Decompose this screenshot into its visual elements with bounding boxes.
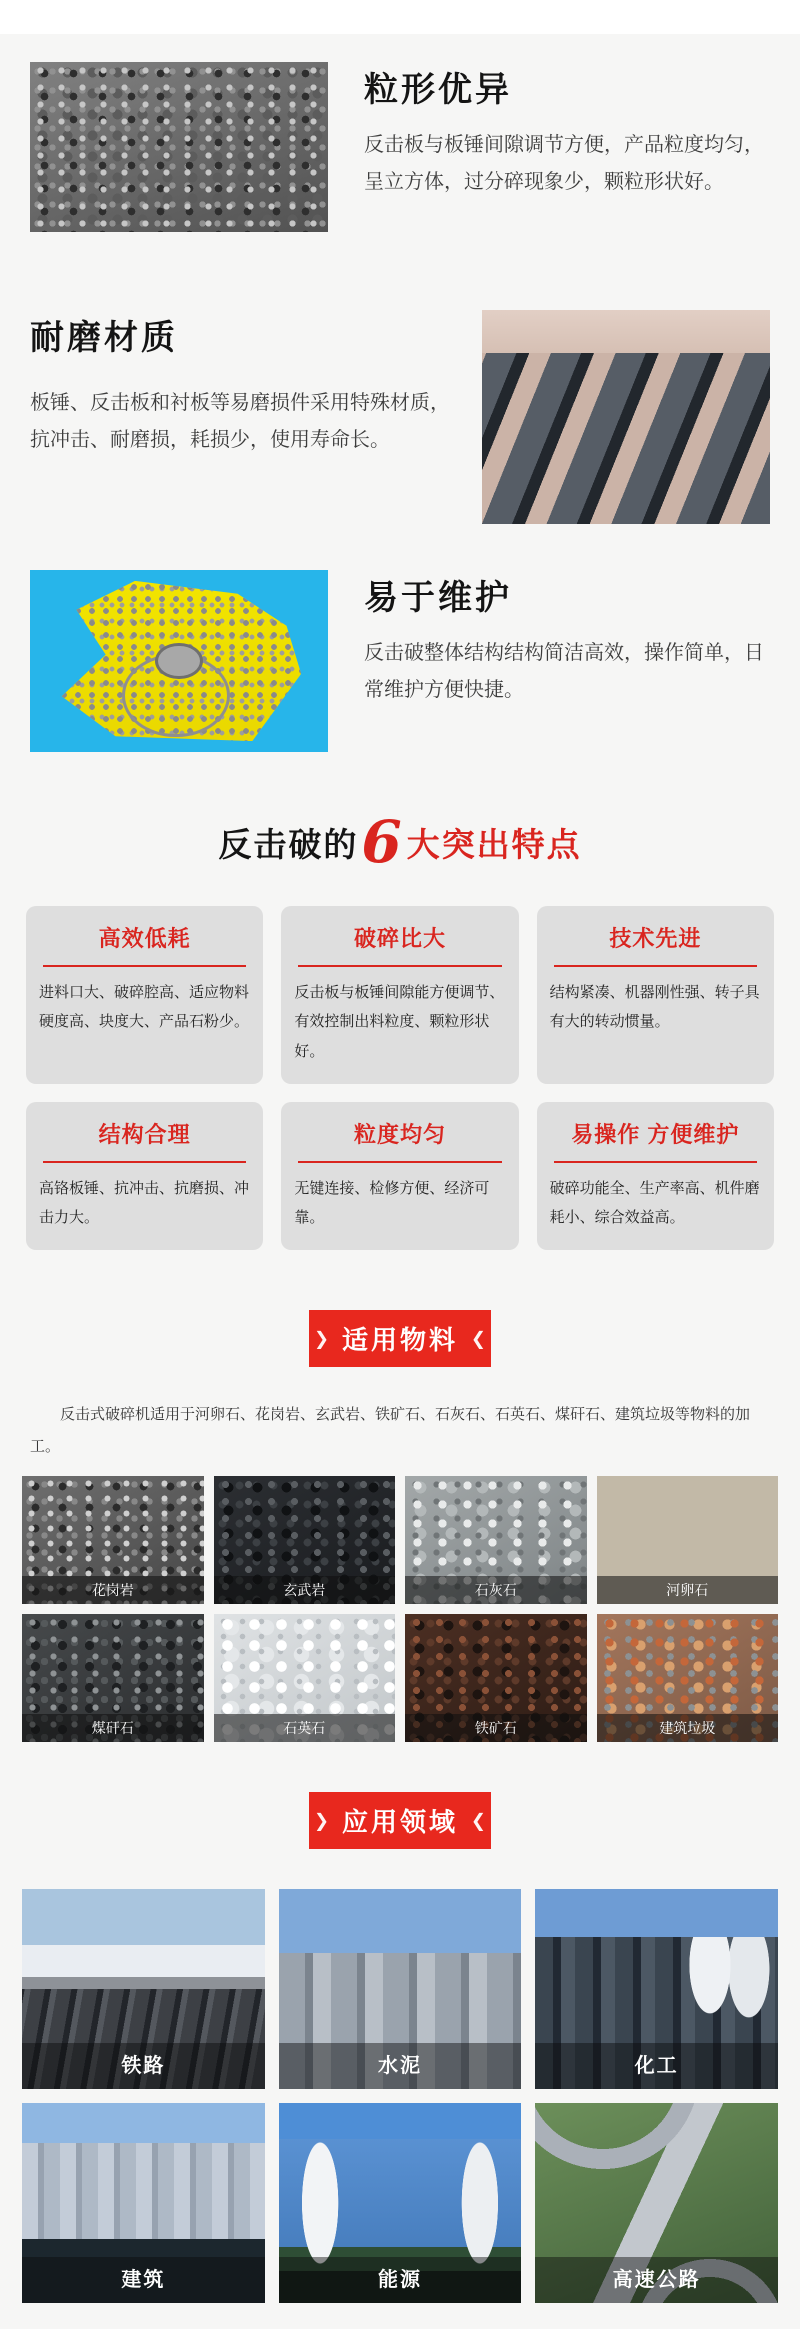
materials-grid [0, 1476, 800, 1742]
diagram-rotor-hub [155, 643, 203, 679]
card-divider [298, 965, 501, 967]
material-photo-construction-waste [597, 1614, 779, 1742]
material-photo-river-pebble [597, 1476, 779, 1604]
highlight-card [537, 906, 774, 1084]
card-text: 进料口大、破碎腔高、适应物料硬度高、块度大、产品石粉少。 [39, 984, 250, 1031]
material-label: 河卵石 [597, 1576, 779, 1604]
application-photo-energy [279, 2103, 522, 2303]
feature-section-grain-shape [0, 62, 800, 232]
application-photo-chemical [535, 1889, 778, 2089]
card-divider [298, 1161, 501, 1163]
highlight-card [26, 1102, 263, 1251]
card-title: 破碎比大 [353, 926, 446, 951]
card-title: 技术先进 [609, 926, 702, 951]
crusher-structure-diagram [30, 570, 328, 752]
feature-title: 耐磨材质 [30, 319, 178, 357]
material-label: 花岗岩 [22, 1576, 204, 1604]
ribbon-chevron-left-icon: ❯ [314, 1810, 330, 1831]
ribbon-label: 适用物料 [341, 1325, 458, 1356]
applications-grid [0, 1889, 800, 2303]
feature-title: 粒形优异 [364, 71, 512, 109]
ribbon-chevron-right-icon: ❮ [470, 1810, 486, 1831]
application-photo-railway [22, 1889, 265, 2089]
card-title: 粒度均匀 [353, 1121, 446, 1147]
material-label: 煤矸石 [22, 1714, 204, 1742]
material-photo-basalt [214, 1476, 396, 1604]
applications-ribbon [309, 1792, 491, 1849]
material-photo-coal-gangue [22, 1614, 204, 1742]
ribbon-chevron-right-icon: ❮ [470, 1328, 486, 1349]
material-photo-quartz [214, 1614, 396, 1742]
highlight-card [26, 906, 263, 1084]
ribbon-chevron-left-icon: ❯ [314, 1328, 330, 1349]
material-label: 建筑垃圾 [597, 1714, 779, 1742]
materials-ribbon [309, 1310, 491, 1367]
card-title: 高效低耗 [98, 926, 191, 951]
feature-title: 易于维护 [364, 579, 512, 617]
application-label: 高速公路 [535, 2257, 778, 2303]
application-photo-cement [279, 1889, 522, 2089]
material-label: 石英石 [214, 1714, 396, 1742]
application-label: 化工 [535, 2043, 778, 2089]
highlight-cards-grid [0, 906, 800, 1250]
application-label: 建筑 [22, 2257, 265, 2303]
material-photo-iron-ore [405, 1614, 587, 1742]
application-label: 铁路 [22, 2043, 265, 2089]
highlight-card [281, 1102, 518, 1251]
feature-paragraph: 反击板与板锤间隙调节方便，产品粒度均匀，呈立方体，过分碎现象少，颗粒形状好。 [364, 134, 764, 193]
material-label: 铁矿石 [405, 1714, 587, 1742]
card-text: 反击板与板锤间隙能方便调节、有效控制出料粒度、颗粒形状好。 [294, 984, 505, 1060]
heading-number: 6 [361, 808, 404, 876]
application-label: 能源 [279, 2257, 522, 2303]
heading-suffix: 大突出特点 [406, 826, 582, 863]
application-label: 水泥 [279, 2043, 522, 2089]
feature-section-easy-maintenance [0, 570, 800, 752]
card-divider [43, 1161, 246, 1163]
card-text: 高铬板锤、抗冲击、抗磨损、冲击力大。 [39, 1179, 250, 1226]
gravel-photo [30, 62, 328, 232]
card-text: 无键连接、检修方便、经济可靠。 [294, 1179, 490, 1226]
card-text: 破碎功能全、生产率高、机件磨耗小、综合效益高。 [549, 1179, 760, 1226]
material-photo-granite [22, 1476, 204, 1604]
card-divider [43, 965, 246, 967]
card-title: 结构合理 [98, 1121, 191, 1147]
card-title: 易操作 方便维护 [571, 1121, 740, 1147]
materials-intro-paragraph: 反击式破碎机适用于河卵石、花岗岩、玄武岩、铁矿石、石灰石、石英石、煤矸石、建筑垃圾等物料的加工。 [30, 1406, 751, 1455]
top-white-strip [0, 0, 800, 34]
ribbon-label: 应用领域 [341, 1807, 458, 1838]
heading-prefix: 反击破的 [218, 826, 359, 863]
feature-text-block [30, 310, 456, 459]
card-divider [554, 965, 757, 967]
feature-paragraph: 板锤、反击板和衬板等易磨损件采用特殊材质，抗冲击、耐磨损，耗损少，使用寿命长。 [30, 392, 450, 451]
feature-text-block [364, 62, 770, 201]
feature-text-block [364, 570, 770, 709]
card-text: 结构紧凑、机器刚性强、转子具有大的转动惯量。 [549, 984, 760, 1031]
material-label: 石灰石 [405, 1576, 587, 1604]
highlight-card [537, 1102, 774, 1251]
application-photo-building [22, 2103, 265, 2303]
feature-paragraph: 反击破整体结构结构简洁高效，操作简单，日常维护方便快捷。 [364, 642, 764, 701]
material-photo-limestone [405, 1476, 587, 1604]
application-photo-highway [535, 2103, 778, 2303]
highlights-heading [0, 808, 800, 876]
wear-parts-photo [482, 310, 770, 524]
material-label: 玄武岩 [214, 1576, 396, 1604]
highlight-card [281, 906, 518, 1084]
feature-section-wear-material [0, 310, 800, 524]
card-divider [554, 1161, 757, 1163]
